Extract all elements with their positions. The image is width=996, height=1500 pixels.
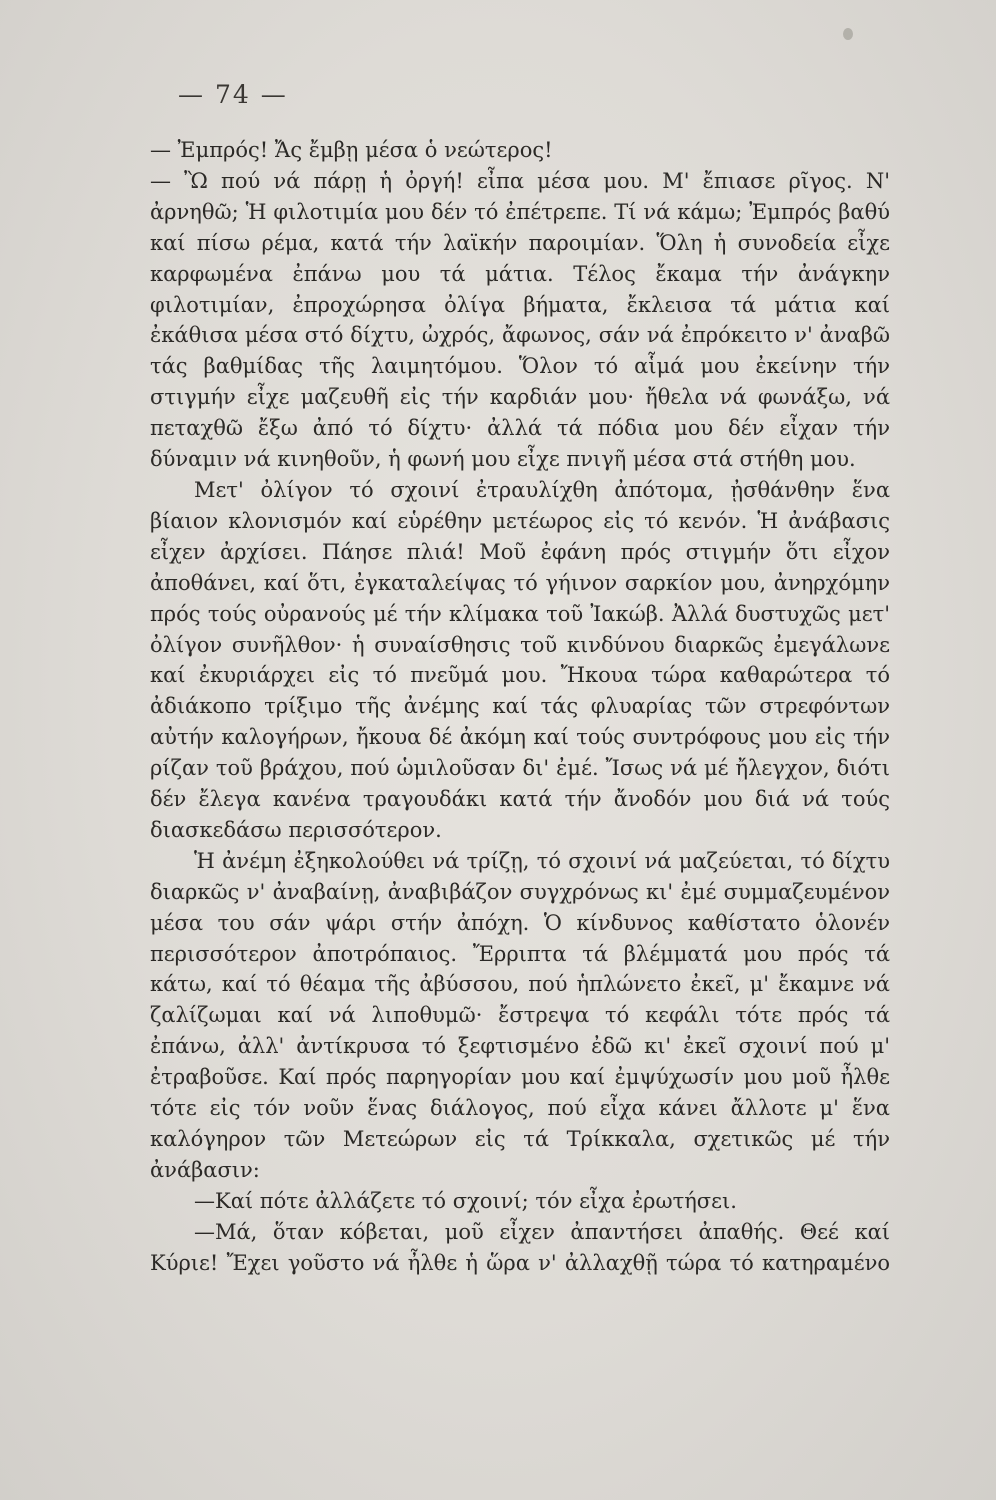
paragraph: —Μά, ὅταν κόβεται, μοῦ εἶχεν ἀπαντήσει ἀπαθής. Θεέ καί Κύριε! Ἔχει γοῦστο νά ἦλθε ἡ ὥρα ν' ἀλλαχθῇ τώρα τό κατηραμένο — [150, 1219, 890, 1275]
paragraph: —Καί πότε ἀλλάζετε τό σχοινί; τόν εἶχα ἐρωτήσει. — [194, 1188, 737, 1213]
paragraph: Ἡ ἀνέμη ἐξηκολούθει νά τρίζῃ, τό σχοινί νά μαζεύεται, τό δίχτυ διαρκῶς ν' ἀναβαίνῃ, ἀναβιβάζον συγχρόνως κι' ἐμέ συμμαζευμένον μέσα του σάν ψάρι στήν ἀπόχη. Ὁ κίνδυνος καθίστατο ὁλονέν περισσότερον ἀποτρόπαιος. Ἔρριπτα τά βλέμματά μου πρός τά κάτω, καί τό θέαμα τῆς ἀβύσσου, πού ἡπλώνετο ἐκεῖ, μ' ἔκαμνε νά ζαλίζωμαι καί νά λιποθυμῶ· ἔστρεψα τό κεφάλι τότε πρός τά ἐπάνω, ἀλλ' ἀντίκρυσα τό ξεφτισμένο ἐδῶ κι' ἐκεῖ σχοινί πού μ' ἐτραβοῦσε. Καί πρός παρηγορίαν μου καί ἐμψύχωσίν μου μοῦ ἦλθε τότε εἰς τόν νοῦν ἕνας διάλογος, πού εἶχα κάνει ἄλλοτε μ' ἕνα καλόγηρον τῶν Μετεώρων εἰς τά Τρίκκαλα, σχετικῶς μέ τήν ἀνάβασιν: — [150, 848, 890, 1182]
paragraph: Μετ' ὀλίγον τό σχοινί ἐτραυλίχθη ἀπότομα, ᾐσθάνθην ἕνα βίαιον κλονισμόν καί εὑρέθην μετέωρος εἰς τό κενόν. Ἡ ἀνάβασις εἶχεν ἀρχίσει. Πάησε πλιά! Μοῦ ἐφάνη πρός στιγμήν ὅτι εἶχον ἀποθάνει, καί ὅτι, ἐγκαταλείψας τό γήινον σαρκίον μου, ἀνηρχόμην πρός τούς οὐρανούς μέ τήν κλίμακα τοῦ Ἰακώβ. Ἀλλά δυστυχῶς μετ' ὀλίγον συνῆλθον· ἡ συναίσθησις τοῦ κινδύνου διαρκῶς ἐμεγάλωνε καί ἐκυριάρχει εἰς τό πνεῦμά μου. Ἤκουα τώρα καθαρώτερα τό ἀδιάκοπο τρίξιμο τῆς ἀνέμης καί τάς φλυαρίας τῶν στρεφόντων αὐτήν καλογήρων, ἤκουα δέ ἀκόμη καί τούς συντρόφους μου εἰς τήν ρίζαν τοῦ βράχου, πού ὡμιλοῦσαν δι' ἐμέ. Ἴσως νά μέ ἤλεγχον, διότι δέν ἔλεγα κανένα τραγουδάκι κατά τήν ἄνοδόν μου διά νά τούς διασκεδάσω περισσότερον. — [150, 477, 890, 842]
paper-blemish — [843, 28, 853, 40]
paragraph: — Ὢ πού νά πάρῃ ἡ ὀργή! εἶπα μέσα μου. Μ' ἔπιασε ρῖγος. Ν' ἀρνηθῶ; Ἡ φιλοτιμία μου δέν τό ἐπέτρεπε. Τί νά κάμω; Ἐμπρός βαθύ καί πίσω ρέμα, κατά τήν λαϊκήν παροιμίαν. Ὅλη ἡ συνοδεία εἶχε καρφωμένα ἐπάνω μου τά μάτια. Τέλος ἔκαμα τήν ἀνάγκην φιλοτιμίαν, ἐπροχώρησα ὀλίγα βήματα, ἔκλεισα τά μάτια καί ἐκάθισα μέσα στό δίχτυ, ὠχρός, ἄφωνος, σάν νά ἐπρόκειτο ν' ἀναβῶ τάς βαθμίδας τῆς λαιμητόμου. Ὅλον τό αἷμά μου ἐκείνην τήν στιγμήν εἶχε μαζευθῆ εἰς τήν καρδιάν μου· ἤθελα νά φωνάξω, νά πεταχθῶ ἔξω ἀπό τό δίχτυ· ἀλλά τά πόδια μου δέν εἶχαν τήν δύναμιν νά κινηθοῦν, ἡ φωνή μου εἶχε πνιγῆ μέσα στά στήθη μου. — [150, 168, 890, 472]
paragraph: — Ἐμπρός! Ἄς ἔμβῃ μέσα ὁ νεώτερος! — [150, 138, 553, 162]
page-number: — 74 — — [178, 80, 288, 109]
body-text — [150, 135, 890, 1279]
